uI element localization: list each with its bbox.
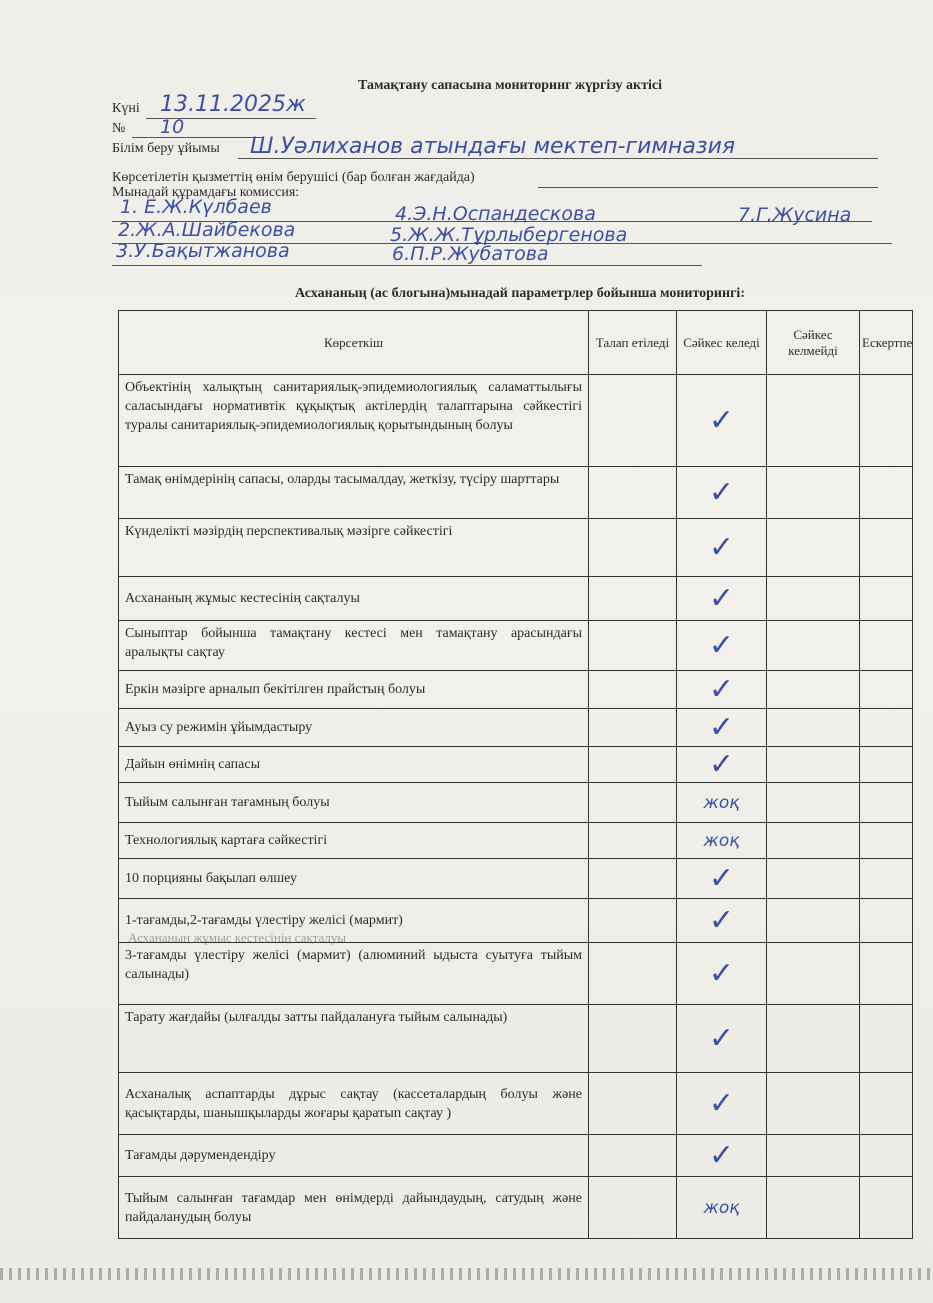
checkmark-icon: ✓ bbox=[708, 474, 735, 510]
compliant-cell bbox=[677, 519, 767, 577]
compliant-cell bbox=[677, 577, 767, 621]
table-subtitle: Асхананың (ас блогына)мынадай параметрлер бойынша мониторингі: bbox=[295, 286, 745, 301]
required-cell bbox=[589, 1135, 677, 1177]
compliant-cell bbox=[677, 467, 767, 519]
header-note: Ескертпе bbox=[860, 311, 913, 375]
commission-member-4: 4.Э.Н.Оспандескова bbox=[395, 203, 596, 225]
indicator-cell: Асханалық аспаптарды дұрыс сақтау (кассеталардың болуы және қасықтарды, шанышқыларды жоғары қаратып сақтау ) bbox=[119, 1073, 589, 1135]
table-row bbox=[119, 1177, 913, 1239]
note-cell bbox=[860, 577, 913, 621]
note-cell bbox=[860, 823, 913, 859]
checkmark-icon: ✓ bbox=[708, 671, 735, 707]
table-row bbox=[119, 783, 913, 823]
date-value: 13.11.2025ж bbox=[160, 92, 306, 117]
indicator-cell: 1-тағамды,2-тағамды үлестіру желісі (мармит) bbox=[119, 899, 589, 943]
commission-label: Мынадай құрамдағы комиссия: bbox=[112, 185, 300, 200]
number-underline bbox=[132, 137, 262, 138]
bleed-through-text: Асхананың жұмыс кестесінің сақталуы bbox=[128, 930, 347, 945]
required-cell bbox=[589, 671, 677, 709]
table-header-row bbox=[119, 311, 913, 375]
document-title: Тамақтану сапасына мониторинг жүргізу актісі bbox=[358, 78, 662, 93]
note-cell bbox=[860, 709, 913, 747]
compliant-cell bbox=[677, 1135, 767, 1177]
indicator-cell: Еркін мәзірге арналып бекітілген прайстың болуы bbox=[119, 671, 589, 709]
table-row bbox=[119, 709, 913, 747]
required-cell bbox=[589, 943, 677, 1005]
noncompliant-cell bbox=[767, 783, 860, 823]
indicator-cell: Ауыз су режимін ұйымдастыру bbox=[119, 709, 589, 747]
table-row bbox=[119, 1005, 913, 1073]
checkmark-icon: ✓ bbox=[708, 1085, 735, 1121]
noncompliant-cell bbox=[767, 1177, 860, 1239]
handwritten-mark: жоқ bbox=[703, 792, 740, 813]
commission-line-3 bbox=[112, 265, 702, 266]
note-cell bbox=[860, 467, 913, 519]
required-cell bbox=[589, 1177, 677, 1239]
indicator-cell: Тыйым салынған тағамдар мен өнімдерді дайындаудың, сатудың және пайдаланудың болуы bbox=[119, 1177, 589, 1239]
note-cell bbox=[860, 1135, 913, 1177]
indicator-cell: Сыныптар бойынша тамақтану кестесі мен тамақтану арасындағы аралықты сақтау bbox=[119, 621, 589, 671]
noncompliant-cell bbox=[767, 519, 860, 577]
checkmark-icon: ✓ bbox=[708, 402, 735, 438]
header-noncompliant: Сәйкес келмейді bbox=[767, 311, 860, 375]
note-cell bbox=[860, 1073, 913, 1135]
compliant-cell bbox=[677, 899, 767, 943]
checkmark-icon: ✓ bbox=[708, 860, 735, 896]
indicator-cell: Тыйым салынған тағамның болуы bbox=[119, 783, 589, 823]
compliant-cell bbox=[677, 709, 767, 747]
note-cell bbox=[860, 519, 913, 577]
indicator-cell: Асхананың жұмыс кестесінің сақталуы bbox=[119, 577, 589, 621]
compliant-cell bbox=[677, 621, 767, 671]
table-row bbox=[119, 621, 913, 671]
checkmark-icon: ✓ bbox=[708, 902, 735, 938]
commission-member-5: 5.Ж.Ж.Тұрлыбергенова bbox=[390, 224, 628, 246]
note-cell bbox=[860, 859, 913, 899]
required-cell bbox=[589, 747, 677, 783]
checkmark-icon: ✓ bbox=[708, 529, 735, 565]
table-row bbox=[119, 943, 913, 1005]
checkmark-icon: ✓ bbox=[708, 627, 735, 663]
noncompliant-cell bbox=[767, 823, 860, 859]
table-row bbox=[119, 467, 913, 519]
commission-member-1: 1. Е.Ж.Күлбаев bbox=[120, 196, 272, 218]
note-cell bbox=[860, 783, 913, 823]
checkmark-icon: ✓ bbox=[708, 709, 735, 745]
compliant-cell bbox=[677, 747, 767, 783]
commission-member-6: 6.П.Р.Жубатова bbox=[392, 243, 549, 265]
indicator-cell: Дайын өнімнің сапасы bbox=[119, 747, 589, 783]
required-cell bbox=[589, 899, 677, 943]
noncompliant-cell bbox=[767, 709, 860, 747]
required-cell bbox=[589, 467, 677, 519]
commission-member-3: 3.У.Бақытжанова bbox=[116, 240, 290, 262]
indicator-cell: Тағамды дәрумендендіру bbox=[119, 1135, 589, 1177]
commission-member-2: 2.Ж.А.Шайбекова bbox=[118, 219, 296, 241]
required-cell bbox=[589, 1005, 677, 1073]
compliant-cell bbox=[677, 943, 767, 1005]
noncompliant-cell bbox=[767, 1073, 860, 1135]
provider-label: Көрсетілетін қызметтің өнім берушісі (бар болған жағдайда) bbox=[112, 170, 475, 185]
checkmark-icon: ✓ bbox=[708, 955, 735, 991]
compliant-cell bbox=[677, 671, 767, 709]
table-row bbox=[119, 899, 913, 943]
indicator-cell: Тамақ өнімдерінің сапасы, оларды тасымалдау, жеткізу, түсіру шарттары bbox=[119, 467, 589, 519]
note-cell bbox=[860, 747, 913, 783]
compliant-cell bbox=[677, 859, 767, 899]
required-cell bbox=[589, 577, 677, 621]
required-cell bbox=[589, 709, 677, 747]
compliant-cell bbox=[677, 1005, 767, 1073]
indicator-cell: Технологиялық картаға сәйкестігі bbox=[119, 823, 589, 859]
table-row bbox=[119, 519, 913, 577]
note-cell bbox=[860, 671, 913, 709]
note-cell bbox=[860, 1177, 913, 1239]
checkmark-icon: ✓ bbox=[708, 1137, 735, 1173]
noncompliant-cell bbox=[767, 671, 860, 709]
required-cell bbox=[589, 375, 677, 467]
noncompliant-cell bbox=[767, 621, 860, 671]
note-cell bbox=[860, 621, 913, 671]
monitoring-table bbox=[118, 310, 913, 1239]
indicator-cell: 3-тағамды үлестіру желісі (мармит) (алюминий ыдыста суытуға тыйым салынады) bbox=[119, 943, 589, 1005]
required-cell bbox=[589, 1073, 677, 1135]
compliant-cell bbox=[677, 1073, 767, 1135]
required-cell bbox=[589, 859, 677, 899]
header-indicator: Көрсеткіш bbox=[119, 311, 589, 375]
noncompliant-cell bbox=[767, 577, 860, 621]
date-label: Күні bbox=[112, 101, 140, 116]
table-row bbox=[119, 577, 913, 621]
number-label: № bbox=[112, 121, 126, 136]
table-row bbox=[119, 1073, 913, 1135]
indicator-cell: Объектінің халықтың санитариялық-эпидемиологиялық саламаттылығы саласындағы нормативтік құқықтық актілердің талаптарына сәйкестігі туралы санитариялық-эпидемиологиялық қорытындының болуы bbox=[119, 375, 589, 467]
handwritten-mark: жоқ bbox=[703, 1197, 740, 1218]
table-row bbox=[119, 823, 913, 859]
required-cell bbox=[589, 823, 677, 859]
commission-member-7: 7.Г.Жусина bbox=[738, 204, 852, 226]
required-cell bbox=[589, 783, 677, 823]
checkmark-icon: ✓ bbox=[708, 746, 735, 782]
compliant-cell bbox=[677, 1177, 767, 1239]
noncompliant-cell bbox=[767, 859, 860, 899]
noncompliant-cell bbox=[767, 747, 860, 783]
indicator-cell: Тарату жағдайы (ылғалды затты пайдалануға тыйым салынады) bbox=[119, 1005, 589, 1073]
noncompliant-cell bbox=[767, 1135, 860, 1177]
noncompliant-cell bbox=[767, 899, 860, 943]
table-row bbox=[119, 747, 913, 783]
checkmark-icon: ✓ bbox=[708, 580, 735, 616]
table-row bbox=[119, 375, 913, 467]
noncompliant-cell bbox=[767, 1005, 860, 1073]
note-cell bbox=[860, 1005, 913, 1073]
note-cell bbox=[860, 899, 913, 943]
bottom-bleed-through bbox=[0, 1268, 933, 1280]
note-cell bbox=[860, 375, 913, 467]
org-value: Ш.Уәлиханов атындағы мектеп-гимназия bbox=[250, 134, 736, 159]
required-cell bbox=[589, 621, 677, 671]
header-required: Талап етіледі bbox=[589, 311, 677, 375]
table-row bbox=[119, 859, 913, 899]
number-value: 10 bbox=[160, 116, 185, 138]
table-row bbox=[119, 671, 913, 709]
note-cell bbox=[860, 943, 913, 1005]
noncompliant-cell bbox=[767, 375, 860, 467]
required-cell bbox=[589, 519, 677, 577]
compliant-cell bbox=[677, 783, 767, 823]
noncompliant-cell bbox=[767, 943, 860, 1005]
compliant-cell bbox=[677, 375, 767, 467]
compliant-cell bbox=[677, 823, 767, 859]
handwritten-mark: жоқ bbox=[703, 830, 740, 851]
provider-underline bbox=[538, 187, 878, 188]
header-compliant: Сәйкес келеді bbox=[677, 311, 767, 375]
table-row bbox=[119, 1135, 913, 1177]
checkmark-icon: ✓ bbox=[708, 1020, 735, 1056]
indicator-cell: Күнделікті мәзірдің перспективалық мәзірге сәйкестігі bbox=[119, 519, 589, 577]
noncompliant-cell bbox=[767, 467, 860, 519]
org-label: Білім беру ұйымы bbox=[112, 141, 220, 156]
indicator-cell: 10 порцияны бақылап өлшеу bbox=[119, 859, 589, 899]
